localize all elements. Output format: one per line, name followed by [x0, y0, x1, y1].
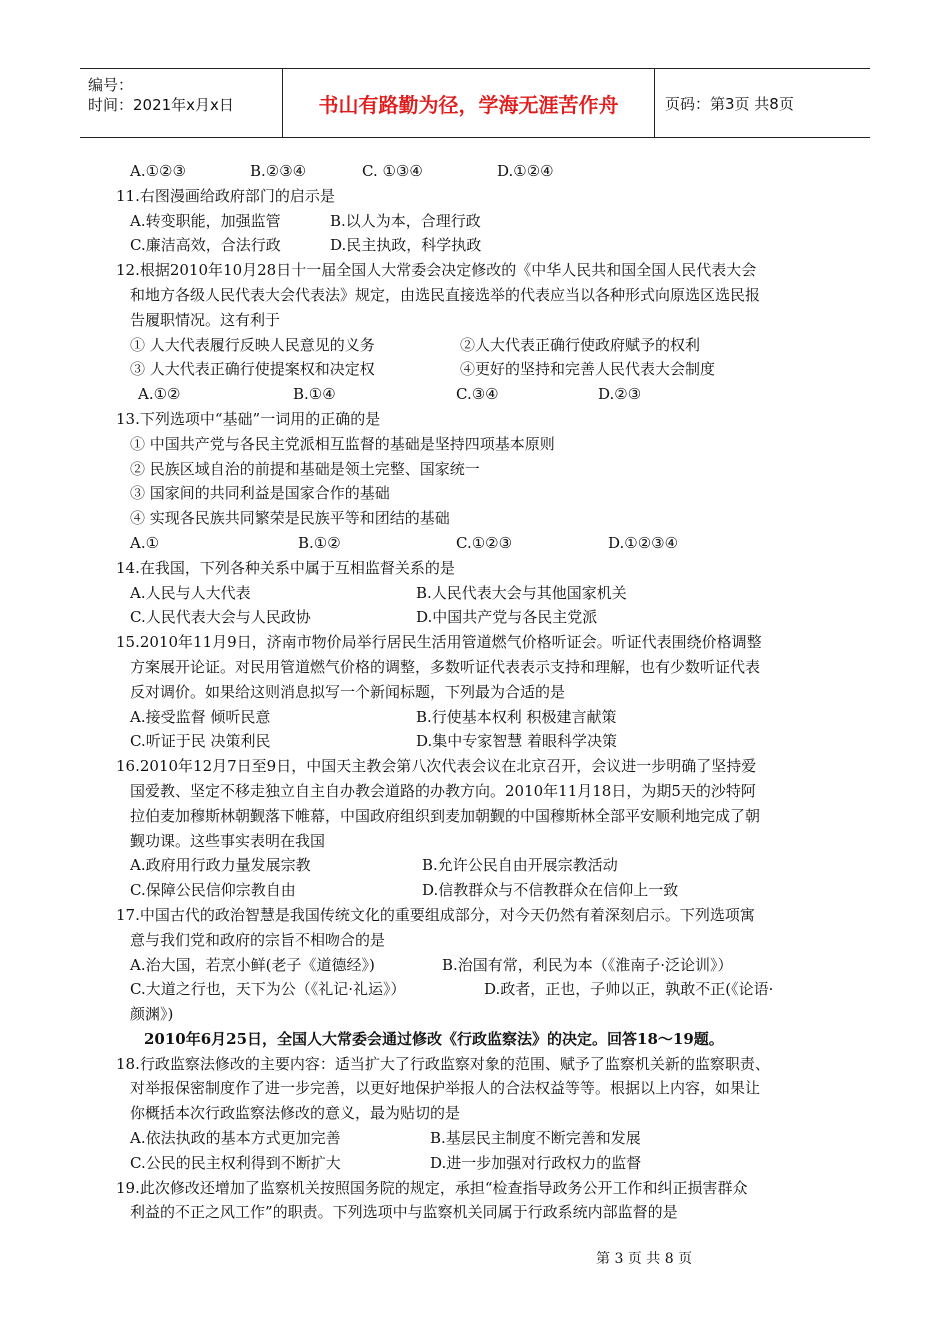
q16-stem-line4: 觐功课。这些事实表明在我国 [130, 831, 326, 850]
q11-option-d: D.民主执政，科学执政 [330, 236, 482, 255]
q14-options-row2 [116, 605, 856, 630]
q15-option-a: A.接受监督 倾听民意 [130, 707, 271, 726]
q14-option-c: C.人民代表大会与人民政协 [130, 608, 311, 627]
q16-option-a: A.政府用行政力量发展宗教 [130, 856, 311, 875]
q11-option-b: B.以人为本，合理行政 [330, 211, 481, 230]
q11-option-c: C.廉洁高效，合法行政 [130, 236, 281, 255]
q17-stem-line2: 意与我们党和政府的宗旨不相吻合的是 [130, 930, 386, 949]
q13-option-c: C.①②③ [456, 533, 513, 552]
document-number-label: 编号： [88, 76, 134, 94]
q14-option-d: D.中国共产党与各民主党派 [416, 608, 598, 627]
q12-item-2: ②人大代表正确行使政府赋予的权利 [460, 335, 701, 354]
q19-stem-line1: 19.此次修改还增加了监察机关按照国务院的规定，承担“检查指导政务公开工作和纠正损害群众 [116, 1178, 748, 1197]
q18-stem-line1: 18.行政监察法修改的主要内容：适当扩大了行政监察对象的范围、赋予了监察机关新的监察职责、 [116, 1054, 770, 1073]
q16-option-d: D.信教群众与不信教群众在信仰上一致 [422, 881, 679, 900]
q16-options-row2 [116, 878, 856, 903]
exam-content [116, 159, 856, 1225]
q14-option-a: A.人民与人大代表 [130, 583, 251, 602]
q17-options-row1 [116, 953, 856, 978]
q15-options-row1 [116, 705, 856, 730]
q12-item-4: ④更好的坚持和完善人民代表大会制度 [460, 360, 716, 379]
q15-stem-line1: 15.2010年11月9日，济南市物价局举行居民生活用管道燃气价格听证会。听证代表围绕价格调整 [116, 633, 762, 652]
q18-option-a: A.依法执政的基本方式更加完善 [130, 1129, 341, 1148]
q16-stem-line1: 16.2010年12月7日至9日，中国天主教会第八次代表会议在北京召开，会议进一步明确了坚持爱 [116, 757, 757, 776]
q11-options-row1 [116, 209, 856, 234]
q13-stem: 13.下列选项中“基础”一词用的正确的是 [116, 409, 381, 428]
q12-option-c: C.③④ [456, 385, 499, 404]
q15-options-row2 [116, 729, 856, 754]
q10-option-b: B.②③④ [250, 162, 307, 180]
q13-item-3: ③ 国家间的共同利益是国家合作的基础 [130, 484, 390, 503]
page-footer: 第 3 页 共 8 页 [596, 1251, 693, 1267]
q14-stem: 14.在我国，下列各种关系中属于互相监督关系的是 [116, 558, 455, 577]
q12-items-row2 [116, 357, 856, 382]
q12-options [116, 382, 856, 407]
q18-options-row2 [116, 1151, 856, 1176]
q15-option-d: D.集中专家智慧 着眼科学决策 [416, 732, 618, 751]
q13-options [116, 531, 856, 556]
q15-stem-line2: 方案展开论证。对民用管道燃气价格的调整，多数听证代表表示支持和理解，也有少数听证代表 [130, 657, 761, 676]
document-date-label: 时间：2021年x月x日 [88, 96, 234, 114]
q12-stem-line1: 12.根据2010年10月28日十一届全国人大常委会决定修改的《中华人民共和国全国人民代表大会 [116, 261, 757, 280]
q17-options-row2 [116, 977, 856, 1002]
q12-item-1: ① 人大代表履行反映人民意见的义务 [130, 335, 375, 354]
q18-option-d: D.进一步加强对行政权力的监督 [430, 1153, 642, 1172]
q13-item-4: ④ 实现各民族共同繁荣是民族平等和团结的基础 [130, 509, 450, 528]
header-meta [80, 69, 283, 137]
page-header [80, 68, 870, 138]
q18-19-intro: 2010年6月25日，全国人大常委会通过修改《行政监察法》的决定。回答18～19题。 [144, 1029, 724, 1048]
q15-option-b: B.行使基本权利 积极建言献策 [416, 707, 617, 726]
q17-option-d-continued: 颜渊》) [130, 1005, 174, 1024]
q13-option-a: A.① [130, 533, 160, 552]
q17-option-a: A.治大国，若烹小鲜(老子《道德经》) [130, 955, 375, 974]
q11-stem: 11.右图漫画给政府部门的启示是 [116, 186, 335, 205]
q17-stem-line1: 17.中国古代的政治智慧是我国传统文化的重要组成部分，对今天仍然有着深刻启示。下列选项寓 [116, 905, 755, 924]
q14-options-row1 [116, 581, 856, 606]
q17-option-b: B.治国有常，利民为本（《淮南子·泛论训》） [442, 955, 733, 974]
q18-stem-line3: 你概括本次行政监察法修改的意义，最为贴切的是 [130, 1104, 461, 1123]
q10-option-c: C. ①③④ [362, 162, 423, 180]
q18-option-b: B.基层民主制度不断完善和发展 [430, 1129, 641, 1148]
q10-option-a: A.①②③ [130, 162, 186, 180]
q12-item-3: ③ 人大代表正确行使提案权和决定权 [130, 360, 375, 379]
q10-option-d: D.①②④ [497, 162, 554, 180]
header-page-number: 页码：第3页 共8页 [665, 94, 794, 113]
q12-stem-line3: 告履职情况。这有利于 [130, 310, 281, 329]
q16-options-row1 [116, 853, 856, 878]
q18-option-c: C.公民的民主权利得到不断扩大 [130, 1153, 341, 1172]
header-motto: 书山有路勤为径，学海无涯苦作舟 [283, 69, 655, 137]
q17-option-d: D.政者，正也，子帅以正，孰敢不正(《论语· [484, 980, 774, 999]
q13-item-2: ② 民族区域自治的前提和基础是领土完整、国家统一 [130, 459, 480, 478]
q12-option-a: A.①② [138, 385, 181, 404]
q12-option-d: D.②③ [598, 385, 642, 404]
q15-stem-line3: 反对调价。如果给这则消息拟写一个新闻标题，下列最为合适的是 [130, 682, 566, 701]
q17-option-c: C.大道之行也，天下为公（《礼记·礼运》） [130, 980, 406, 999]
q18-options-row1 [116, 1126, 856, 1151]
q19-stem-line2: 利益的不正之风工作”的职责。下列选项中与监察机关同属于行政系统内部监督的是 [130, 1203, 678, 1222]
q12-stem-line2: 和地方各级人民代表大会代表法》规定，由选民直接选举的代表应当以各种形式向原选区选民报 [130, 285, 761, 304]
q18-stem-line2: 对举报保密制度作了进一步完善，以更好地保护举报人的合法权益等等。根据以上内容，如果让 [130, 1079, 761, 1098]
q16-option-c: C.保障公民信仰宗教自由 [130, 881, 296, 900]
q16-stem-line2: 国爱教、坚定不移走独立自主自办教会道路的办教方向。2010年11月18日，为期5天的沙特阿 [130, 781, 756, 800]
q16-stem-line3: 拉伯麦加穆斯林朝觐落下帷幕，中国政府组织到麦加朝觐的中国穆斯林全部平安顺利地完成了朝 [130, 806, 761, 825]
q13-item-1: ① 中国共产党与各民主党派相互监督的基础是坚持四项基本原则 [130, 434, 555, 453]
q11-option-a: A.转变职能，加强监管 [130, 211, 281, 230]
q12-option-b: B.①④ [293, 385, 336, 404]
q15-option-c: C.听证于民 决策利民 [130, 732, 271, 751]
q11-options-row2 [116, 233, 856, 258]
q16-option-b: B.允许公民自由开展宗教活动 [422, 856, 618, 875]
q13-option-b: B.①② [298, 533, 341, 552]
q13-option-d: D.①②③④ [608, 533, 679, 552]
q10-options [116, 159, 856, 184]
q14-option-b: B.人民代表大会与其他国家机关 [416, 583, 627, 602]
q12-items-row1 [116, 333, 856, 358]
